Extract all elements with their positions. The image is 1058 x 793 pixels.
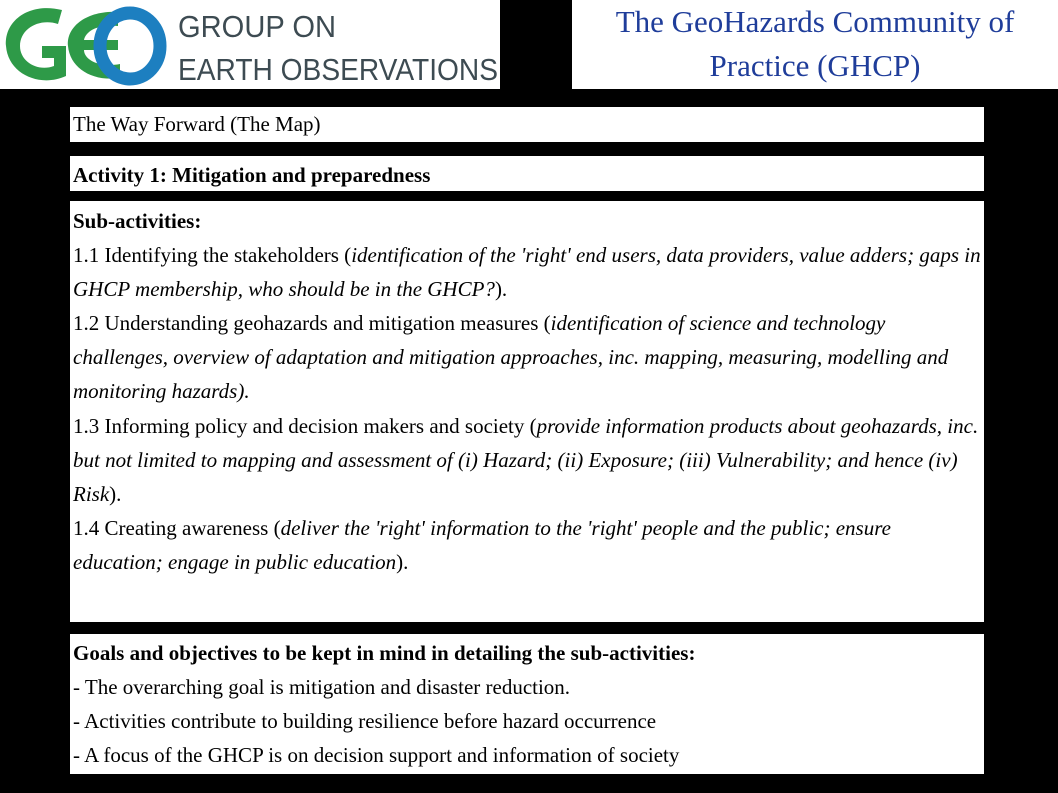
sub-activity-lead: 1.4 Creating awareness (: [73, 515, 281, 540]
activity-box: [70, 156, 984, 191]
sub-activity-item: [73, 238, 984, 306]
sub-activity-lead: 1.3 Informing policy and decision makers and society (: [73, 413, 537, 438]
sub-activity-item: [73, 306, 984, 408]
sub-activity-item: [73, 409, 984, 511]
goal-item: - The overarching goal is mitigation and disaster reduction.: [73, 675, 571, 699]
sub-activity-detail: deliver the 'right' information to the 'right' people and the public; ensure education; engage in public education: [73, 515, 891, 574]
sub-activities-box: [70, 201, 984, 622]
page-title-line1: The GeoHazards Community of: [615, 4, 1015, 39]
goal-item: - Activities contribute to building resilience before hazard occurrence: [73, 709, 657, 733]
sub-activity-item: [73, 511, 984, 579]
sub-activity-end: ).: [494, 277, 508, 302]
page-title: [572, 0, 1058, 89]
sub-activities-heading: Sub-activities:: [73, 209, 202, 233]
page-title-line2: Practice (GHCP): [709, 48, 921, 83]
geo-logo-mark: [0, 0, 500, 89]
way-forward-box: [70, 107, 984, 142]
logo-line1: GROUP ON: [178, 9, 336, 44]
sub-activity-end: ).: [396, 549, 409, 574]
geo-logo: [0, 0, 500, 89]
way-forward-text: The Way Forward (The Map): [73, 112, 321, 136]
sub-activity-lead: 1.1 Identifying the stakeholders (: [73, 243, 352, 268]
sub-activity-detail: identification of the 'right' end users, data providers, value adders; gaps in GHCP membership, who should be in the GHCP?: [73, 243, 981, 302]
activity-title: Activity 1: Mitigation and preparedness: [73, 163, 431, 187]
logo-line2: EARTH OBSERVATIONS: [178, 52, 498, 87]
sub-activity-end: ).: [109, 481, 122, 506]
goal-item: - A focus of the GHCP is on decision support and information of society: [73, 743, 680, 767]
goals-heading: Goals and objectives to be kept in mind in detailing the sub-activities:: [73, 641, 696, 665]
sub-activity-lead: 1.2 Understanding geohazards and mitigation measures (: [73, 311, 551, 336]
goals-box: [70, 634, 984, 774]
sub-activity-detail: identification of science and technology challenges, overview of adaptation and mitigation approaches, inc. mapping, measuring, modelling and monitoring hazards).: [73, 311, 949, 404]
sub-activity-detail: provide information products about geohazards, inc. but not limited to mapping and assessment of (i) Hazard; (ii) Exposure; (iii) Vulnerability; and hence (iv) Risk: [73, 413, 979, 506]
